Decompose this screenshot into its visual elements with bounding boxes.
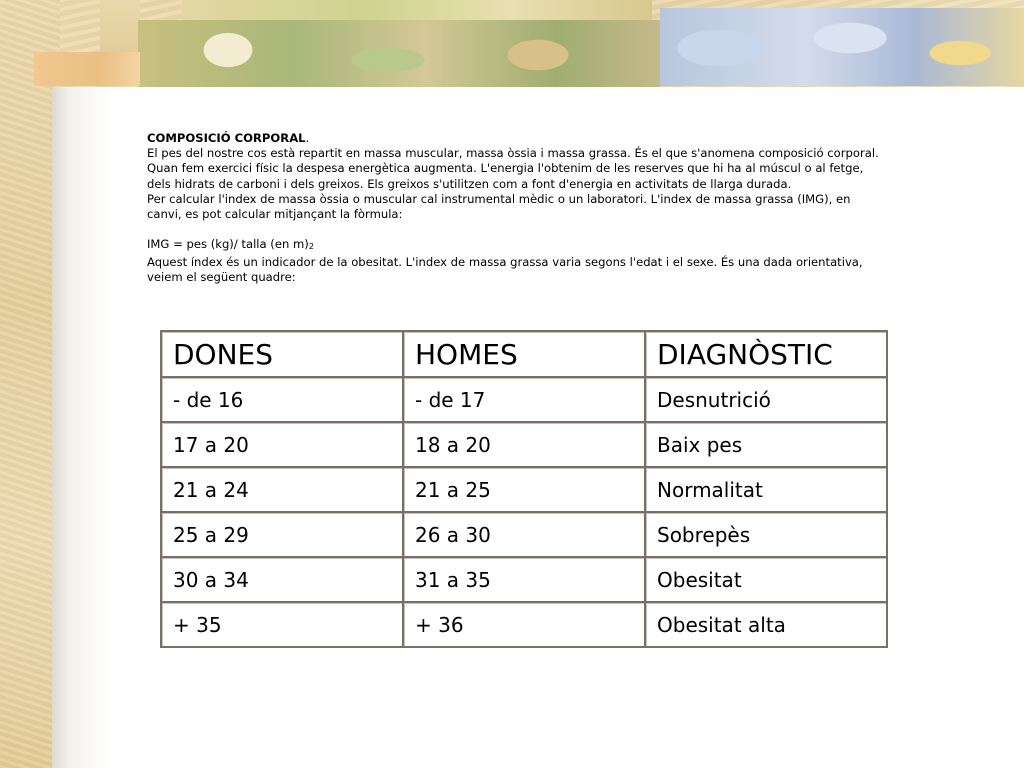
cell-diagnostic: Normalitat [645, 467, 887, 512]
table-row [161, 467, 887, 512]
cell-diagnostic: Obesitat alta [645, 602, 887, 647]
paragraph: Aquest índex és un indicador de la obesitat. L'index de massa grassa varia segons l'edat i el sexe. És una dada orientativa, veiem el següent quadre: [147, 254, 863, 284]
formula [147, 237, 887, 254]
table-row [161, 377, 887, 422]
paragraph: Quan fem exercici físic la despesa energètica augmenta. L'energia l'obtenim de les reserves que hi ha al múscul o al fetge, dels hidrats de carboni i dels greixos. Els greixos s'utilitzen com a font d'energia en activitats de llarga durada. [147, 161, 864, 191]
cell-homes: 21 a 25 [403, 467, 645, 512]
decorative-leaves-strip [182, 0, 652, 22]
cell-diagnostic: Obesitat [645, 557, 887, 602]
cell-dones: + 35 [161, 602, 403, 647]
parchment-background-left [0, 0, 60, 768]
cell-homes: 31 a 35 [403, 557, 645, 602]
decorative-paper [100, 0, 140, 52]
formula-text: IMG = pes (kg)/ talla (en m) [147, 237, 309, 252]
table-row [161, 557, 887, 602]
heading-line [147, 131, 887, 146]
body-text [147, 131, 887, 285]
cell-homes: - de 17 [403, 377, 645, 422]
cell-diagnostic: Sobrepès [645, 512, 887, 557]
cell-homes: 18 a 20 [403, 422, 645, 467]
cell-diagnostic: Baix pes [645, 422, 887, 467]
section-title: COMPOSICIÓ CORPORAL [147, 131, 306, 145]
header-homes: HOMES [403, 331, 645, 377]
formula-exponent: 2 [308, 242, 314, 252]
paragraph: El pes del nostre cos està repartit en massa muscular, massa òssia i massa grassa. És el que s'anomena composició corporal. [147, 146, 879, 161]
decorative-leaves-image [138, 20, 660, 88]
paragraph: Per calcular l'index de massa òssia o muscular cal instrumental mèdic o un laboratori. L'index de massa grassa (IMG), en canvi, es pot calcular mitjançant la fòrmula: [147, 191, 851, 222]
cell-homes: + 36 [403, 602, 645, 647]
decorative-flowers-image [660, 8, 1024, 86]
cell-dones: 30 a 34 [161, 557, 403, 602]
title-suffix: . [305, 131, 310, 145]
table-row [161, 602, 887, 647]
cell-dones: 25 a 29 [161, 512, 403, 557]
cell-dones: - de 16 [161, 377, 403, 422]
cell-dones: 21 a 24 [161, 467, 403, 512]
table-row [161, 422, 887, 467]
decorative-orange-strip [34, 52, 140, 86]
table-header-row [161, 331, 887, 377]
header-dones: DONES [161, 331, 403, 377]
cell-dones: 17 a 20 [161, 422, 403, 467]
cell-homes: 26 a 30 [403, 512, 645, 557]
header-diagnostic: DIAGNÒSTIC [645, 331, 887, 377]
table-row [161, 512, 887, 557]
diagnosis-table [160, 330, 888, 648]
cell-diagnostic: Desnutrició [645, 377, 887, 422]
